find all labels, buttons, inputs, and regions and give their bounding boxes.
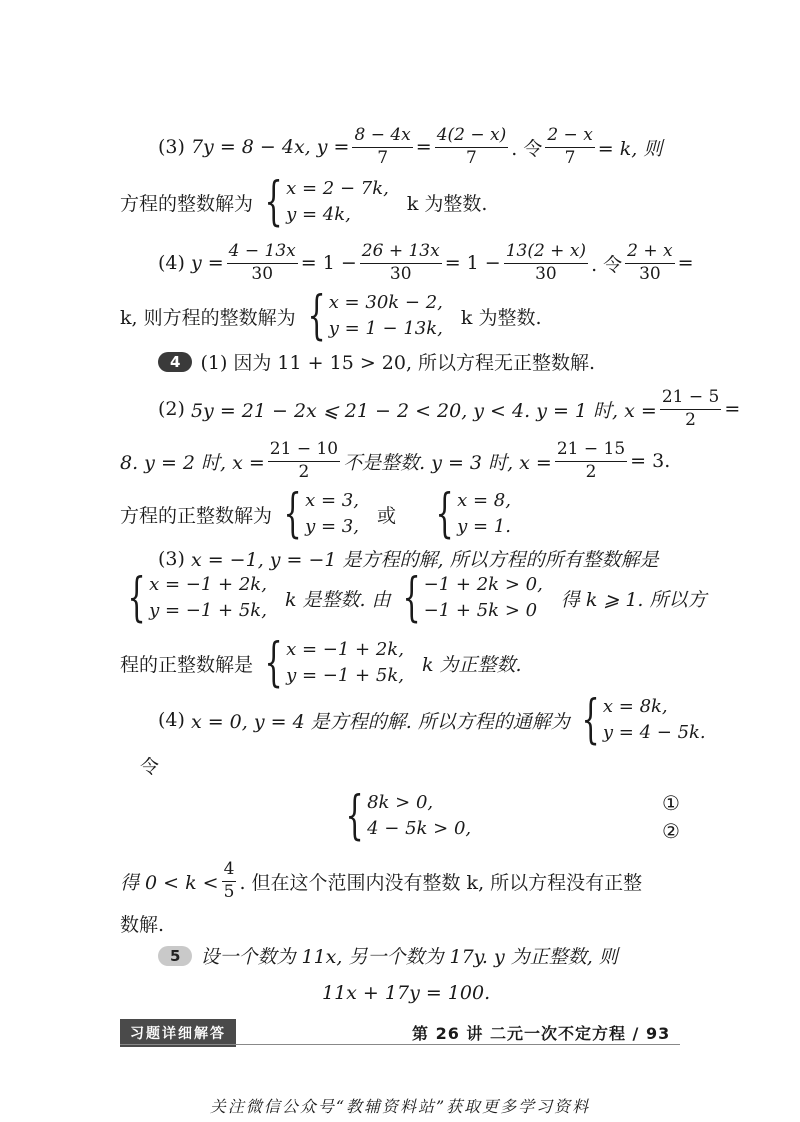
watermark-text: 关注微信公众号“教辅资料站”获取更多学习资料 <box>209 1097 591 1116</box>
q5-equation: 11x + 17y = 100. <box>322 982 491 1004</box>
q4-part4-system: { 8k > 0, 4 − 5k > 0, <box>345 786 472 847</box>
q4-part4-result: 得 0 < k < $\frac{4}{5}$ . 但在这个范围内没有整数 k, 所以方程没有正整 <box>120 859 643 902</box>
p3-frac2: $\frac{4(2 - x)}{7}$ <box>436 125 507 168</box>
footer-rule <box>120 1044 680 1045</box>
q4-part2-line2: 8. y = 2 时, x = $\frac{21 - 10}{2}$ 不是整数. y = 3 时, x = $\frac{21 - 15}{2}$ = 3. <box>120 439 671 482</box>
p3-line1: (3) 7y = 8 − 4x, y = $\frac{8 - 4x}{7}$ = $\frac{4(2 - x)}{7}$ . 令 $\frac{2 - x}{7}$ = k, 则 <box>158 125 663 168</box>
p3-system: { x = 2 − 7k, y = 4k, <box>264 172 389 233</box>
p3-solution: 方程的整数解为 { x = 2 − 7k, y = 4k, k 为整数. <box>120 172 488 233</box>
q5-line1: 5 设一个数为 11x, 另一个数为 17y. y 为正整数, 则 <box>158 942 618 969</box>
q4-badge: 4 <box>158 352 192 372</box>
p4-system: { x = 30k − 2, y = 1 − 13k, <box>307 286 443 347</box>
p3-eq1: 7y = 8 − 4x, <box>190 136 311 159</box>
p3-y-eq: y = <box>316 136 350 159</box>
p3-frac3: $\frac{2 - x}{7}$ <box>547 125 593 168</box>
q4-part1: 4 (1) 因为 11 + 15 > 20, 所以方程无正整数解. <box>158 348 595 375</box>
q4-b-frac2: $\frac{21 - 10}{2}$ <box>269 439 339 482</box>
q4-part3-line1: (3) x = −1, y = −1 是方程的解, 所以方程的所有整数解是 <box>158 547 659 571</box>
p3-frac1: $\frac{8 - 4x}{7}$ <box>354 125 411 168</box>
p4-frac3: $\frac{13(2 + x)}{30}$ <box>505 241 587 284</box>
circled-2: ② <box>662 819 680 843</box>
q4-part2-solution: 方程的正整数解为 { x = 3, y = 3, 或 { x = 8, y = 1. <box>120 484 511 545</box>
footer-section-tag: 习题详细解答 <box>120 1019 236 1047</box>
q4-part3-solution: 程的正整数解是 { x = −1 + 2k, y = −1 + 5k, k 为正整数. <box>120 633 522 694</box>
q4-part2-line1: (2) 5y = 21 − 2x ⩽ 21 − 2 < 20, y < 4. y = 1 时, x = $\frac{21 - 5}{2}$ = <box>158 387 741 430</box>
q4-part4-line1: (4) x = 0, y = 4 是方程的解. 所以方程的通解为 { x = 8k, y = 4 − 5k. <box>158 690 706 751</box>
p4-line1: (4) y = $\frac{4 - 13x}{30}$ = 1 − $\frac{26 + 13x}{30}$ = 1 − $\frac{13(2 + x)}{30}$ . 令 $\frac{2 + x}{30}$ = <box>158 241 694 284</box>
q4-part3-line2: { x = −1 + 2k, y = −1 + 5k, k 是整数. 由 { −1 + 2k > 0, −1 + 5k > 0 得 k ⩾ 1. 所以方 <box>127 568 707 629</box>
p4-frac1: $\frac{4 - 13x}{30}$ <box>228 241 296 284</box>
p4-frac2: $\frac{26 + 13x}{30}$ <box>361 241 440 284</box>
p4-solution: k, 则方程的整数解为 { x = 30k − 2, y = 1 − 13k, k 为整数. <box>120 286 542 347</box>
q5-badge: 5 <box>158 946 192 966</box>
p3-label: (3) <box>158 136 185 159</box>
p4-frac4: $\frac{2 + x}{30}$ <box>627 241 673 284</box>
q4-part4-result-end: 数解. <box>120 914 165 936</box>
circled-1: ① <box>662 791 680 815</box>
footer-chapter-page: 第 26 讲 二元一次不定方程 / 93 <box>412 1024 671 1043</box>
q4-b-frac3: $\frac{21 - 15}{2}$ <box>556 439 626 482</box>
q4-part4-ling: 令 <box>140 756 160 778</box>
q4-d-frac: $\frac{4}{5}$ <box>223 859 235 902</box>
q4-b-frac1: $\frac{21 - 5}{2}$ <box>661 387 720 430</box>
